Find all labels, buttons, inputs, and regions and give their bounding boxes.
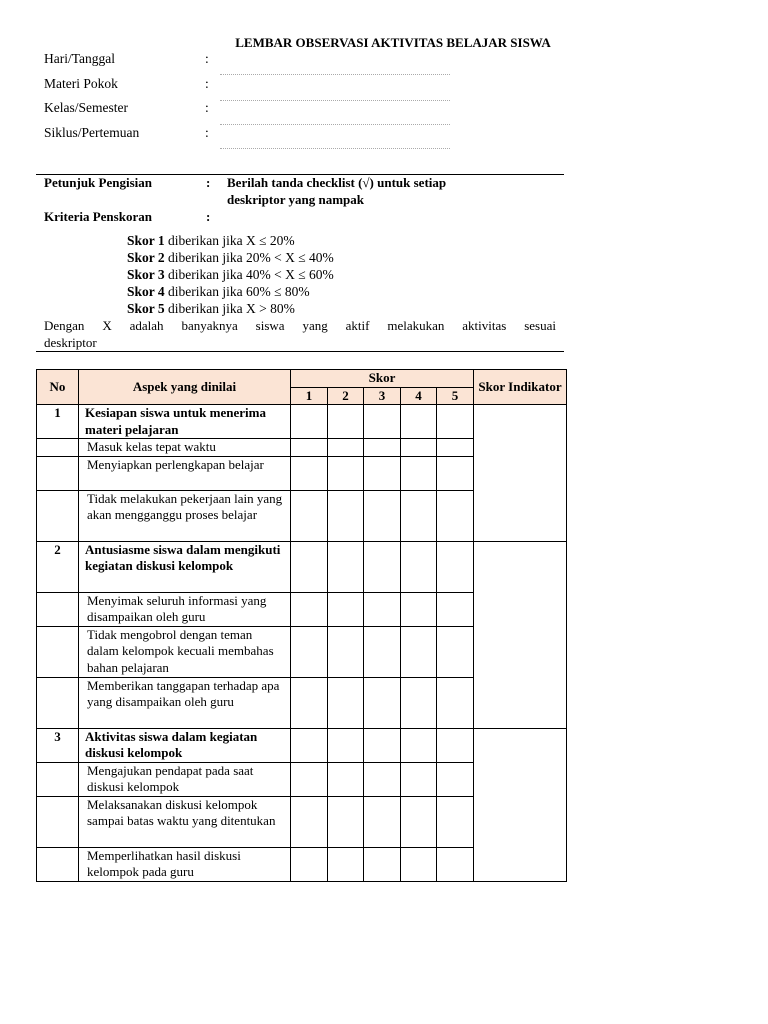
score-cell[interactable] xyxy=(328,796,364,847)
score-cell[interactable] xyxy=(364,626,401,677)
score-cell[interactable] xyxy=(328,490,364,541)
score-cell[interactable] xyxy=(364,592,401,626)
score-cell[interactable] xyxy=(364,439,401,457)
field-colon: : xyxy=(205,100,209,115)
score-cell[interactable] xyxy=(291,541,328,592)
empty-cell xyxy=(37,439,79,457)
skor-rule-text: diberikan jika X ≤ 20% xyxy=(164,233,295,248)
skor-rule xyxy=(127,233,295,249)
score-cell[interactable] xyxy=(437,405,474,439)
skor-rule-name: Skor 4 xyxy=(127,284,165,299)
score-cell[interactable] xyxy=(437,762,474,796)
page-title: LEMBAR OBSERVASI AKTIVITAS BELAJAR SISWA xyxy=(235,35,551,50)
skor-rule-text: diberikan jika 40% < X ≤ 60% xyxy=(164,267,334,282)
score-cell[interactable] xyxy=(328,626,364,677)
header-skor: Skor xyxy=(291,370,474,388)
score-cell[interactable] xyxy=(291,490,328,541)
score-cell[interactable] xyxy=(437,456,474,490)
descriptor: Melaksanakan diskusi kelompok sampai batas waktu yang ditentukan xyxy=(79,796,291,847)
empty-cell xyxy=(37,847,79,881)
header-skor-value: 4 xyxy=(401,387,437,405)
score-cell[interactable] xyxy=(364,490,401,541)
field-label-kelas-semester: Kelas/Semester xyxy=(44,100,128,115)
descriptor: Menyimak seluruh informasi yang disampaikan oleh guru xyxy=(79,592,291,626)
skor-rule-name: Skor 2 xyxy=(127,250,165,265)
empty-cell xyxy=(37,796,79,847)
indicator-score-cell[interactable] xyxy=(474,405,567,542)
skor-rule xyxy=(127,267,334,283)
score-cell[interactable] xyxy=(401,439,437,457)
score-cell[interactable] xyxy=(328,762,364,796)
score-cell[interactable] xyxy=(291,439,328,457)
score-cell[interactable] xyxy=(401,728,437,762)
empty-cell xyxy=(37,762,79,796)
aspect-number: 1 xyxy=(37,405,79,439)
divider xyxy=(36,351,564,352)
score-cell[interactable] xyxy=(291,592,328,626)
header-no: No xyxy=(37,370,79,405)
header-aspek: Aspek yang dinilai xyxy=(79,370,291,405)
header-skor-indikator: Skor Indikator xyxy=(474,370,567,405)
table-row xyxy=(37,405,567,439)
descriptor: Menyiapkan perlengkapan belajar xyxy=(79,456,291,490)
aspect-title: Aktivitas siswa dalam kegiatan diskusi kelompok xyxy=(79,728,291,762)
score-cell[interactable] xyxy=(291,728,328,762)
score-cell[interactable] xyxy=(328,592,364,626)
score-cell[interactable] xyxy=(401,490,437,541)
descriptor: Memberikan tanggapan terhadap apa yang disampaikan oleh guru xyxy=(79,677,291,728)
skor-rule-name: Skor 1 xyxy=(127,233,165,248)
header-skor-value: 3 xyxy=(364,387,401,405)
empty-cell xyxy=(37,677,79,728)
score-cell[interactable] xyxy=(364,762,401,796)
score-cell[interactable] xyxy=(401,592,437,626)
empty-cell xyxy=(37,626,79,677)
score-cell[interactable] xyxy=(437,490,474,541)
empty-cell xyxy=(37,592,79,626)
score-cell[interactable] xyxy=(401,405,437,439)
score-cell[interactable] xyxy=(437,677,474,728)
header-skor-value: 1 xyxy=(291,387,328,405)
note-text-line1: Dengan X adalah banyaknya siswa yang aktif melakukan aktivitas sesuai xyxy=(44,318,556,333)
descriptor: Mengajukan pendapat pada saat diskusi kelompok xyxy=(79,762,291,796)
aspect-number: 2 xyxy=(37,541,79,592)
skor-rule xyxy=(127,284,310,300)
score-cell[interactable] xyxy=(437,592,474,626)
field-colon: : xyxy=(205,51,209,66)
score-cell[interactable] xyxy=(437,626,474,677)
score-cell[interactable] xyxy=(291,405,328,439)
score-cell[interactable] xyxy=(401,847,437,881)
score-cell[interactable] xyxy=(437,541,474,592)
score-cell[interactable] xyxy=(328,405,364,439)
skor-rule xyxy=(127,250,334,266)
score-cell[interactable] xyxy=(364,728,401,762)
field-line-materi-pokok[interactable] xyxy=(220,100,450,101)
score-cell[interactable] xyxy=(328,728,364,762)
score-cell[interactable] xyxy=(364,541,401,592)
aspect-title: Kesiapan siswa untuk menerima materi pelajaran xyxy=(79,405,291,439)
score-cell[interactable] xyxy=(291,796,328,847)
score-cell[interactable] xyxy=(328,677,364,728)
note-text-line2: deskriptor xyxy=(44,335,97,350)
table-row xyxy=(37,728,567,762)
field-label-siklus-pertemuan: Siklus/Pertemuan xyxy=(44,125,140,140)
header-skor-value: 5 xyxy=(437,387,474,405)
score-cell[interactable] xyxy=(328,456,364,490)
skor-rule-text: diberikan jika 20% < X ≤ 40% xyxy=(164,250,334,265)
descriptor: Masuk kelas tepat waktu xyxy=(79,439,291,457)
field-colon: : xyxy=(205,125,209,140)
field-label-hari-tanggal: Hari/Tanggal xyxy=(44,51,116,66)
kriteria-label: Kriteria Penskoran xyxy=(44,209,152,224)
score-cell[interactable] xyxy=(328,439,364,457)
score-cell[interactable] xyxy=(401,796,437,847)
descriptor: Tidak melakukan pekerjaan lain yang akan mengganggu proses belajar xyxy=(79,490,291,541)
score-cell[interactable] xyxy=(401,541,437,592)
empty-cell xyxy=(37,490,79,541)
score-cell[interactable] xyxy=(401,626,437,677)
observation-table xyxy=(36,369,567,882)
score-cell[interactable] xyxy=(364,677,401,728)
score-cell[interactable] xyxy=(291,456,328,490)
petunjuk-text-line2: deskriptor yang nampak xyxy=(227,192,365,207)
table-row xyxy=(37,541,567,592)
indicator-score-cell[interactable] xyxy=(474,541,567,728)
score-cell[interactable] xyxy=(291,626,328,677)
petunjuk-label: Petunjuk Pengisian xyxy=(44,175,152,190)
aspect-number: 3 xyxy=(37,728,79,762)
empty-cell xyxy=(37,456,79,490)
score-cell[interactable] xyxy=(328,847,364,881)
score-cell[interactable] xyxy=(401,762,437,796)
score-cell[interactable] xyxy=(291,677,328,728)
skor-rule-name: Skor 3 xyxy=(127,267,165,282)
field-line-hari-tanggal[interactable] xyxy=(220,74,450,75)
score-cell[interactable] xyxy=(401,677,437,728)
descriptor: Memperlihatkan hasil diskusi kelompok pada guru xyxy=(79,847,291,881)
field-line-kelas-semester[interactable] xyxy=(220,124,450,125)
score-cell[interactable] xyxy=(364,405,401,439)
field-line-siklus-pertemuan[interactable] xyxy=(220,148,450,149)
score-cell[interactable] xyxy=(437,796,474,847)
field-label-materi-pokok: Materi Pokok xyxy=(44,76,118,91)
score-cell[interactable] xyxy=(437,847,474,881)
petunjuk-text-line1: Berilah tanda checklist (√) untuk setiap xyxy=(227,175,447,190)
header-skor-value: 2 xyxy=(328,387,364,405)
petunjuk-colon: : xyxy=(206,175,211,190)
score-cell[interactable] xyxy=(328,541,364,592)
skor-rule-text: diberikan jika X > 80% xyxy=(164,301,295,316)
field-colon: : xyxy=(205,76,209,91)
skor-rule xyxy=(127,301,295,317)
score-cell[interactable] xyxy=(437,728,474,762)
score-cell[interactable] xyxy=(364,796,401,847)
skor-rule-text: diberikan jika 60% ≤ 80% xyxy=(164,284,310,299)
score-cell[interactable] xyxy=(364,847,401,881)
aspect-title: Antusiasme siswa dalam mengikuti kegiatan diskusi kelompok xyxy=(79,541,291,592)
score-cell[interactable] xyxy=(364,456,401,490)
skor-rule-name: Skor 5 xyxy=(127,301,165,316)
kriteria-colon: : xyxy=(206,209,211,224)
score-cell[interactable] xyxy=(291,847,328,881)
score-cell[interactable] xyxy=(291,762,328,796)
score-cell[interactable] xyxy=(401,456,437,490)
score-cell[interactable] xyxy=(437,439,474,457)
indicator-score-cell[interactable] xyxy=(474,728,567,881)
descriptor: Tidak mengobrol dengan teman dalam kelompok kecuali membahas bahan pelajaran xyxy=(79,626,291,677)
